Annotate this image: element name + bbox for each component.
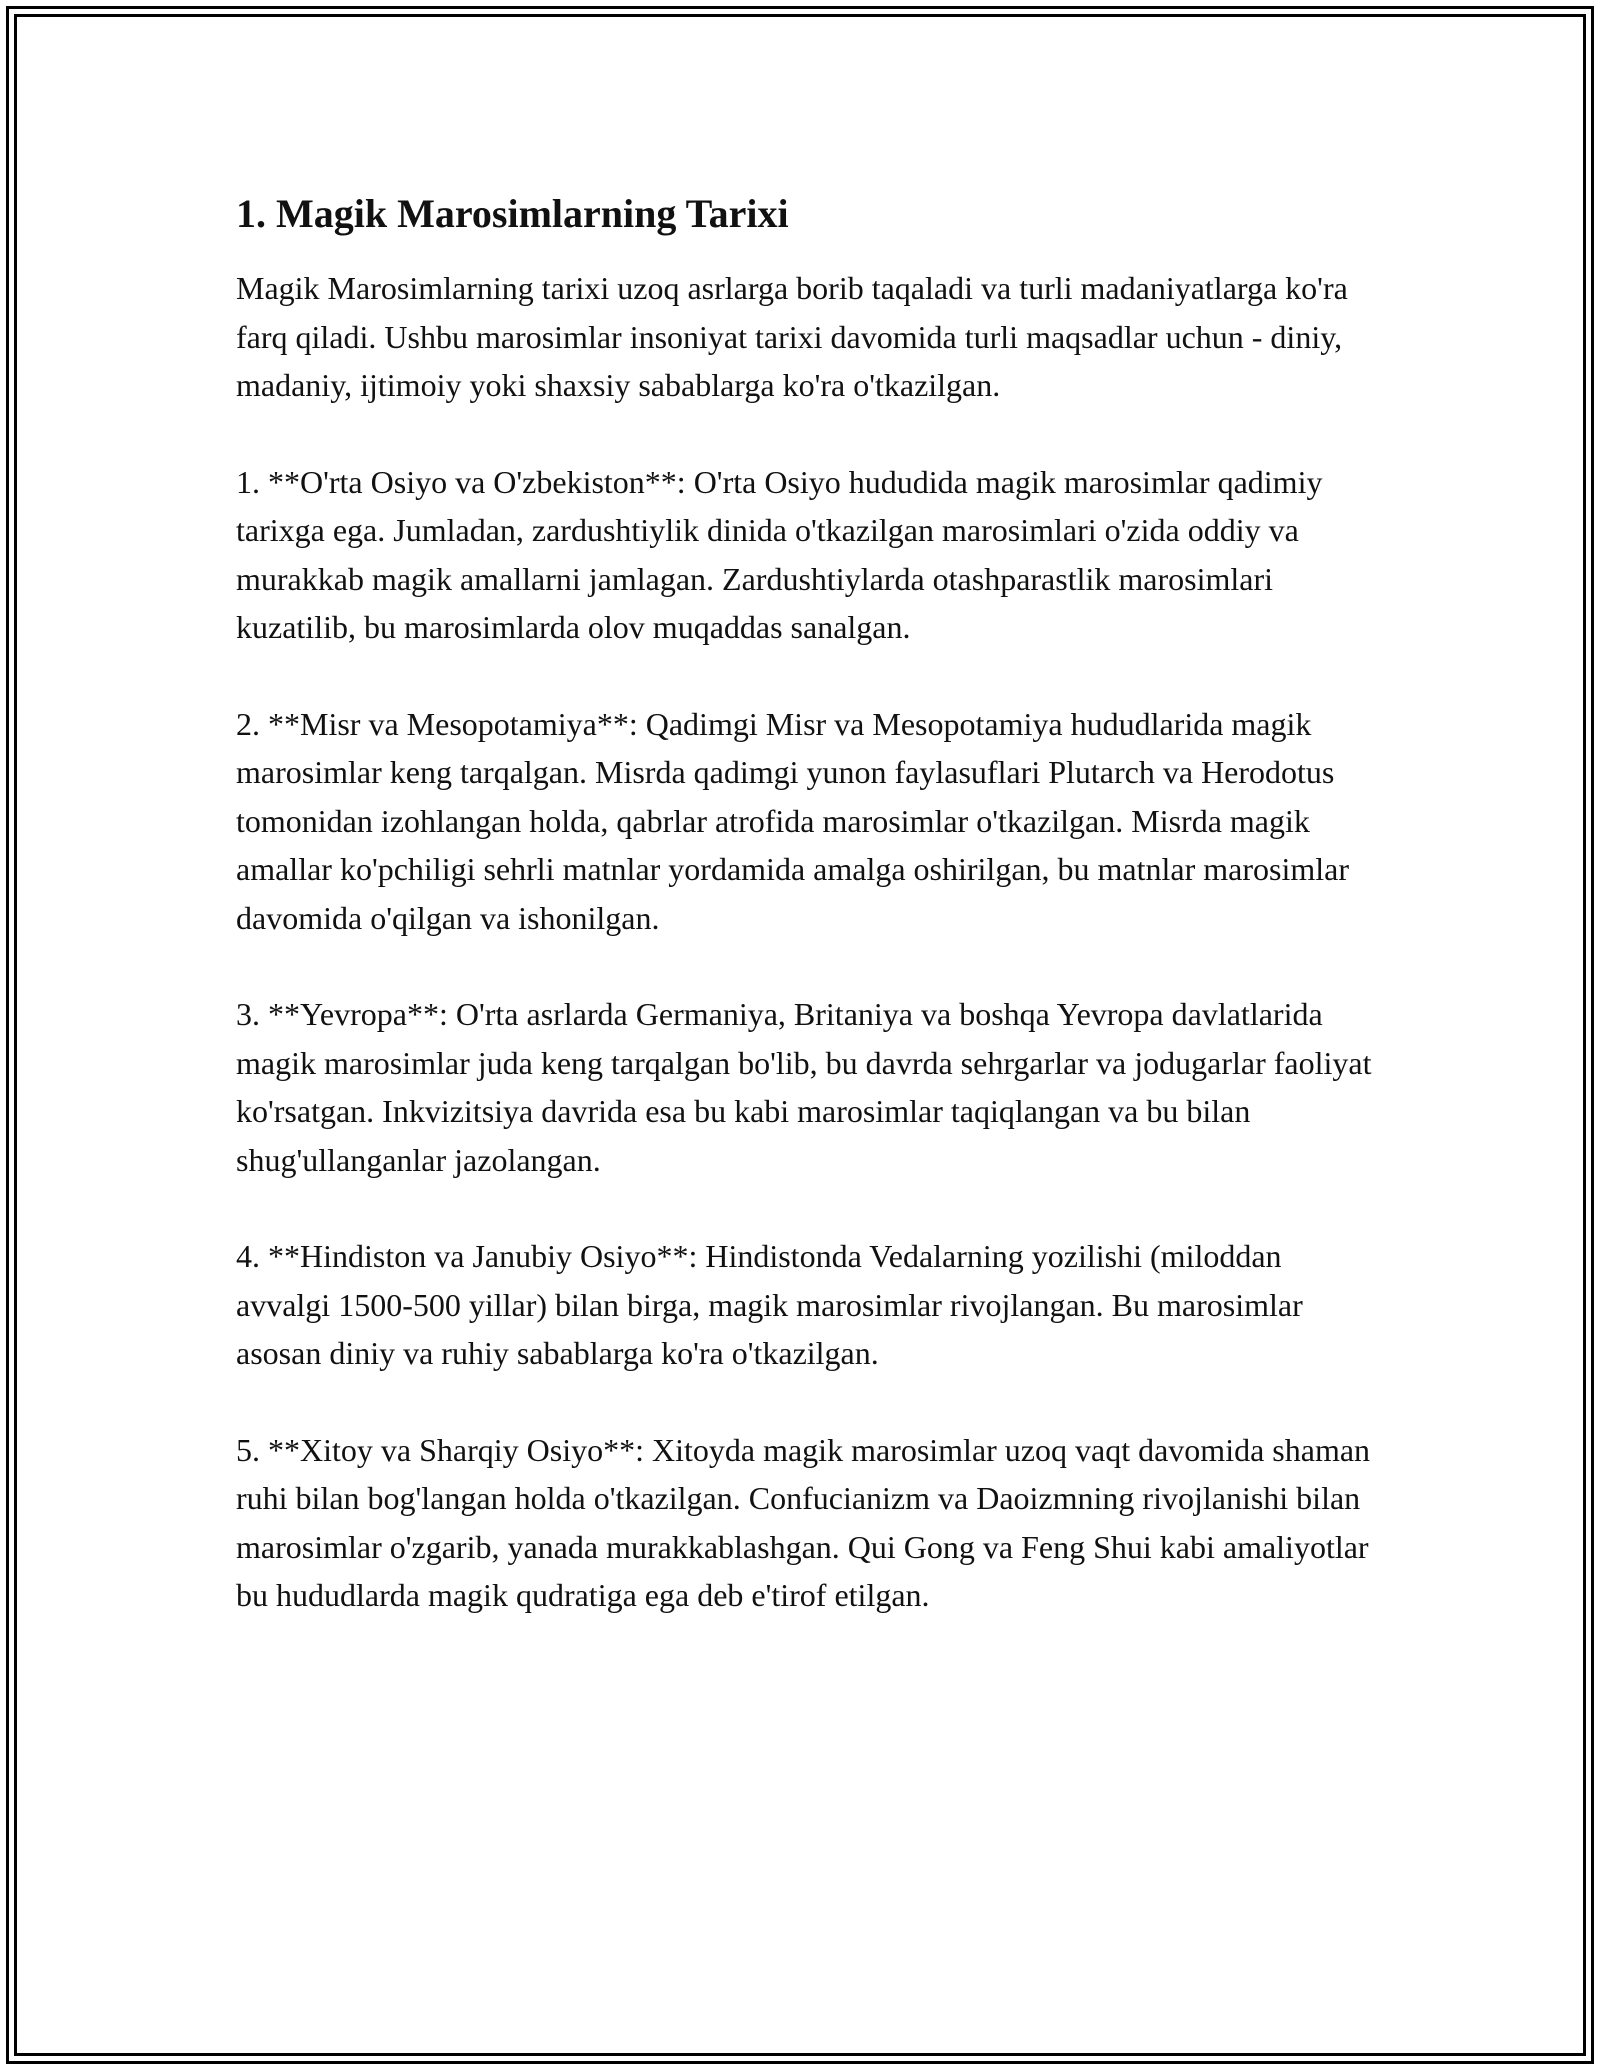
- paragraph-central-asia: 1. **O'rta Osiyo va O'zbekiston**: O'rta Osiyo hududida magik marosimlar qadimiy tarixga ega. Jumladan, zardushtiylik dinida o'tkazilgan marosimlari o'zida oddiy va murakkab magik amallarni jamlagan. Zardushtiylarda otashparastlik marosimlari kuzatilib, bu marosimlarda olov muqaddas sanalgan.: [236, 463, 1323, 645]
- document-body: [236, 186, 1376, 1668]
- paragraph-east-asia: 5. **Xitoy va Sharqiy Osiyo**: Xitoyda magik marosimlar uzoq vaqt davomida shaman ruhi bilan bog'langan holda o'tkazilgan. Confucianizm va Daoizmning rivojlanishi bilan marosimlar o'zgarib, yanada murakkablashgan. Qui Gong va Feng Shui kabi amaliyotlar bu hududlarda magik qudratiga ega deb e'tirof etilgan.: [236, 1431, 1371, 1613]
- section-title: 1. Magik Marosimlarning Tarixi: [236, 191, 789, 236]
- paragraph-europe: 3. **Yevropa**: O'rta asrlarda Germaniya, Britaniya va boshqa Yevropa davlatlarida magik marosimlar juda keng tarqalgan bo'lib, bu davrda sehrgarlar va jodugarlar faoliyat ko'rsatgan. Inkvizitsiya davrida esa bu kabi marosimlar taqiqlangan va bu bilan shug'ullanganlar jazolangan.: [236, 996, 1372, 1178]
- intro-paragraph: Magik Marosimlarning tarixi uzoq asrlarga borib taqaladi va turli madaniyatlarga ko'ra farq qiladi. Ushbu marosimlar insoniyat tarixi davomida turli maqsadlar uchun - diniy, madaniy, ijtimoiy yoki shaxsiy sabablarga ko'ra o'tkazilgan.: [236, 270, 1348, 403]
- paragraph-india: 4. **Hindiston va Janubiy Osiyo**: Hindistonda Vedalarning yozilishi (miloddan avvalgi 1500-500 yillar) bilan birga, magik marosimlar rivojlangan. Bu marosimlar asosan diniy va ruhiy sabablarga ko'ra o'tkazilgan.: [236, 1238, 1303, 1371]
- paragraph-egypt-mesopotamia: 2. **Misr va Mesopotamiya**: Qadimgi Misr va Mesopotamiya hududlarida magik marosimlar keng tarqalgan. Misrda qadimgi yunon faylasuflari Plutarch va Herodotus tomonidan izohlangan holda, qabrlar atrofida marosimlar o'tkazilgan. Misrda magik amallar ko'pchiligi sehrli matnlar yordamida amalga oshirilgan, bu matnlar marosimlar davomida o'qilgan va ishonilgan.: [236, 705, 1349, 936]
